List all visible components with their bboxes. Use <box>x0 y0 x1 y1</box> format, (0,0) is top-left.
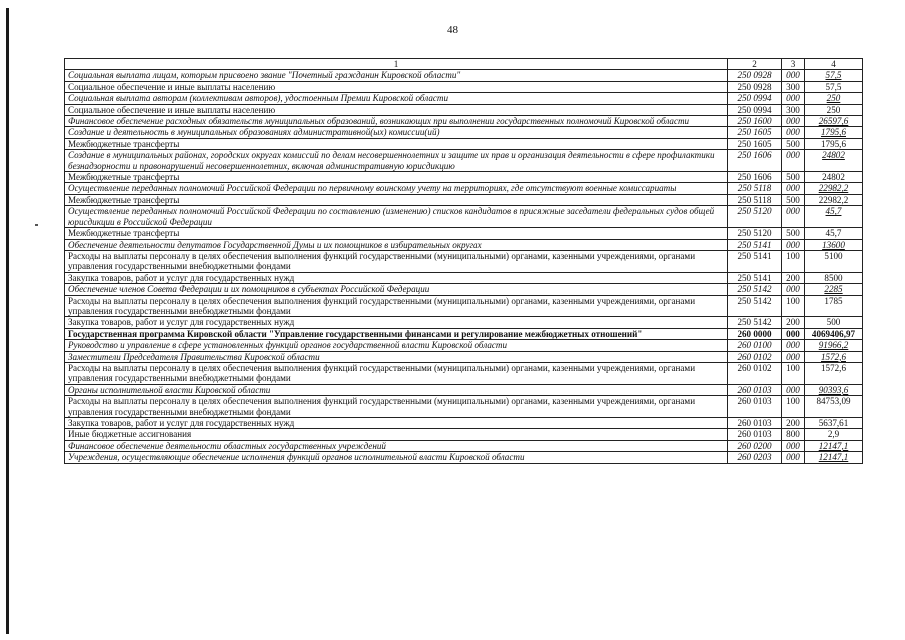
expense-name-cell: Закупка товаров, работ и услуг для государственных нужд <box>65 272 728 283</box>
table-row <box>65 228 863 239</box>
expense-type-cell: 000 <box>782 93 805 104</box>
expense-name-cell: Межбюджетные трансферты <box>65 138 728 149</box>
table-row <box>65 183 863 194</box>
target-article-cell: 250 1600 <box>728 116 782 127</box>
expense-name-cell: Социальное обеспечение и иные выплаты населению <box>65 81 728 92</box>
expense-type-cell: 200 <box>782 418 805 429</box>
target-article-cell: 250 0928 <box>728 70 782 81</box>
expense-name-cell: Иные бюджетные ассигнования <box>65 429 728 440</box>
amount-cell: 13600 <box>805 239 863 250</box>
target-article-cell: 260 0103 <box>728 418 782 429</box>
table-row <box>65 239 863 250</box>
expense-type-cell: 500 <box>782 194 805 205</box>
table-row <box>65 70 863 81</box>
amount-cell: 57,5 <box>805 81 863 92</box>
table-row <box>65 328 863 339</box>
target-article-cell: 250 5142 <box>728 295 782 317</box>
target-article-cell: 260 0000 <box>728 328 782 339</box>
expense-name-cell: Создание в муниципальных районах, городских округах комиссий по делам несовершеннолетних и защите их прав и организация деятельности в сфере профилактики безнадзорности и правонарушений несовершеннолетних, включая административную юрисдикцию <box>65 150 728 172</box>
target-article-cell: 250 5118 <box>728 183 782 194</box>
target-article-cell: 260 0203 <box>728 452 782 463</box>
amount-cell: 4069406,97 <box>805 328 863 339</box>
target-article-cell: 250 5120 <box>728 228 782 239</box>
target-article-cell: 250 0994 <box>728 93 782 104</box>
expense-type-cell: 300 <box>782 104 805 115</box>
table-row <box>65 81 863 92</box>
expense-name-cell: Закупка товаров, работ и услуг для государственных нужд <box>65 418 728 429</box>
expense-name-cell: Финансовое обеспечение деятельности областных государственных учреждений <box>65 440 728 451</box>
table-row <box>65 384 863 395</box>
amount-cell: 250 <box>805 93 863 104</box>
expense-type-cell: 000 <box>782 70 805 81</box>
target-article-cell: 250 1605 <box>728 127 782 138</box>
table-row <box>65 284 863 295</box>
target-article-cell: 260 0103 <box>728 384 782 395</box>
table-row <box>65 150 863 172</box>
table-row <box>65 429 863 440</box>
amount-cell: 45,7 <box>805 228 863 239</box>
target-article-cell: 250 1605 <box>728 138 782 149</box>
target-article-cell: 250 1606 <box>728 150 782 172</box>
expense-name-cell: Расходы на выплаты персоналу в целях обеспечения выполнения функций государственными (муниципальными) органами, казенными учреждениями, органами управления государственными внебюджетными фондами <box>65 295 728 317</box>
amount-cell: 45,7 <box>805 206 863 228</box>
table-row <box>65 440 863 451</box>
target-article-cell: 260 0102 <box>728 362 782 384</box>
expense-type-cell: 500 <box>782 228 805 239</box>
expense-type-cell: 000 <box>782 127 805 138</box>
target-article-cell: 250 0994 <box>728 104 782 115</box>
target-article-cell: 260 0103 <box>728 396 782 418</box>
table-row <box>65 116 863 127</box>
column-header: 4 <box>805 59 863 70</box>
table-row <box>65 272 863 283</box>
expense-type-cell: 000 <box>782 340 805 351</box>
expense-name-cell: Расходы на выплаты персоналу в целях обеспечения выполнения функций государственными (муниципальными) органами, казенными учреждениями, органами управления государственными внебюджетными фондами <box>65 362 728 384</box>
expense-name-cell: Межбюджетные трансферты <box>65 228 728 239</box>
target-article-cell: 250 5120 <box>728 206 782 228</box>
expense-type-cell: 000 <box>782 183 805 194</box>
amount-cell: 26597,6 <box>805 116 863 127</box>
target-article-cell: 260 0103 <box>728 429 782 440</box>
table-row <box>65 250 863 272</box>
target-article-cell: 260 0102 <box>728 351 782 362</box>
column-header: 1 <box>65 59 728 70</box>
expense-type-cell: 000 <box>782 328 805 339</box>
expense-name-cell: Заместители Председателя Правительства Кировской области <box>65 351 728 362</box>
expense-name-cell: Обеспечение членов Совета Федерации и их помощников в субъектах Российской Федерации <box>65 284 728 295</box>
page-number: 48 <box>447 24 458 36</box>
expense-type-cell: 100 <box>782 362 805 384</box>
amount-cell: 1572,6 <box>805 362 863 384</box>
expense-name-cell: Финансовое обеспечение расходных обязательств муниципальных образований, возникающих при выполнении государственных полномочий Кировской области <box>65 116 728 127</box>
expense-name-cell: Расходы на выплаты персоналу в целях обеспечения выполнения функций государственными (муниципальными) органами, казенными учреждениями, органами управления государственными внебюджетными фондами <box>65 396 728 418</box>
expense-type-cell: 100 <box>782 250 805 272</box>
target-article-cell: 250 5142 <box>728 284 782 295</box>
expense-name-cell: Социальная выплата лицам, которым присвоено звание "Почетный гражданин Кировской области" <box>65 70 728 81</box>
table-row <box>65 418 863 429</box>
expense-type-cell: 800 <box>782 429 805 440</box>
scan-edge-line <box>6 8 9 634</box>
amount-cell: 5637,61 <box>805 418 863 429</box>
target-article-cell: 250 5141 <box>728 250 782 272</box>
target-article-cell: 250 5118 <box>728 194 782 205</box>
expense-name-cell: Создание и деятельность в муниципальных образованиях административной(ых) комиссии(ий) <box>65 127 728 138</box>
expense-type-cell: 200 <box>782 272 805 283</box>
expense-name-cell: Государственная программа Кировской области "Управление государственными финансами и регулирование межбюджетных отношений" <box>65 328 728 339</box>
amount-cell: 1785 <box>805 295 863 317</box>
table-row <box>65 351 863 362</box>
amount-cell: 22982,2 <box>805 183 863 194</box>
amount-cell: 12147,1 <box>805 452 863 463</box>
table-row <box>65 340 863 351</box>
budget-table <box>64 58 863 464</box>
expense-name-cell: Расходы на выплаты персоналу в целях обеспечения выполнения функций государственными (муниципальными) органами, казенными учреждениями, органами управления государственными внебюджетными фондами <box>65 250 728 272</box>
target-article-cell: 260 0200 <box>728 440 782 451</box>
expense-name-cell: Руководство и управление в сфере установленных функций органов государственной власти Кировской области <box>65 340 728 351</box>
target-article-cell: 250 1606 <box>728 172 782 183</box>
expense-type-cell: 500 <box>782 172 805 183</box>
table-row <box>65 138 863 149</box>
table-row <box>65 194 863 205</box>
expense-name-cell: Осуществление переданных полномочий Российской Федерации по составлению (изменению) списков кандидатов в присяжные заседатели федеральных судов общей юрисдикции в Российской Федерации <box>65 206 728 228</box>
amount-cell: 2,9 <box>805 429 863 440</box>
expense-type-cell: 000 <box>782 351 805 362</box>
amount-cell: 24802 <box>805 150 863 172</box>
table-header-row <box>65 59 863 70</box>
expense-type-cell: 200 <box>782 317 805 328</box>
expense-type-cell: 000 <box>782 150 805 172</box>
amount-cell: 2285 <box>805 284 863 295</box>
column-header: 2 <box>728 59 782 70</box>
expense-name-cell: Осуществление переданных полномочий Российской Федерации по первичному воинскому учету на территориях, где отсутствуют военные комиссариаты <box>65 183 728 194</box>
target-article-cell: 250 5142 <box>728 317 782 328</box>
table-row <box>65 396 863 418</box>
table-row <box>65 295 863 317</box>
amount-cell: 24802 <box>805 172 863 183</box>
scan-speck <box>35 224 38 226</box>
amount-cell: 12147,1 <box>805 440 863 451</box>
target-article-cell: 250 5141 <box>728 239 782 250</box>
expense-type-cell: 000 <box>782 384 805 395</box>
expense-type-cell: 100 <box>782 295 805 317</box>
amount-cell: 84753,09 <box>805 396 863 418</box>
table-row <box>65 362 863 384</box>
expense-type-cell: 000 <box>782 116 805 127</box>
expense-type-cell: 100 <box>782 396 805 418</box>
amount-cell: 5100 <box>805 250 863 272</box>
expense-name-cell: Органы исполнительной власти Кировской области <box>65 384 728 395</box>
amount-cell: 22982,2 <box>805 194 863 205</box>
amount-cell: 500 <box>805 317 863 328</box>
expense-name-cell: Межбюджетные трансферты <box>65 194 728 205</box>
expense-name-cell: Обеспечение деятельности депутатов Государственной Думы и их помощников в избирательных округах <box>65 239 728 250</box>
table-row <box>65 172 863 183</box>
amount-cell: 1572,6 <box>805 351 863 362</box>
target-article-cell: 250 5141 <box>728 272 782 283</box>
amount-cell: 1795,6 <box>805 138 863 149</box>
amount-cell: 91966,2 <box>805 340 863 351</box>
expense-type-cell: 000 <box>782 452 805 463</box>
expense-type-cell: 000 <box>782 284 805 295</box>
expense-type-cell: 000 <box>782 239 805 250</box>
expense-type-cell: 300 <box>782 81 805 92</box>
amount-cell: 250 <box>805 104 863 115</box>
expense-type-cell: 500 <box>782 138 805 149</box>
table-row <box>65 104 863 115</box>
expense-type-cell: 000 <box>782 440 805 451</box>
column-header: 3 <box>782 59 805 70</box>
expense-type-cell: 000 <box>782 206 805 228</box>
expense-name-cell: Социальное обеспечение и иные выплаты населению <box>65 104 728 115</box>
amount-cell: 8500 <box>805 272 863 283</box>
target-article-cell: 260 0100 <box>728 340 782 351</box>
table-row <box>65 93 863 104</box>
expense-name-cell: Социальная выплата авторам (коллективам авторов), удостоенным Премии Кировской области <box>65 93 728 104</box>
table-row <box>65 452 863 463</box>
expense-name-cell: Закупка товаров, работ и услуг для государственных нужд <box>65 317 728 328</box>
table-row <box>65 317 863 328</box>
target-article-cell: 250 0928 <box>728 81 782 92</box>
amount-cell: 1795,6 <box>805 127 863 138</box>
table-row <box>65 127 863 138</box>
expense-name-cell: Межбюджетные трансферты <box>65 172 728 183</box>
table-row <box>65 206 863 228</box>
amount-cell: 57,5 <box>805 70 863 81</box>
expense-name-cell: Учреждения, осуществляющие обеспечение исполнения функций органов исполнительной власти Кировской области <box>65 452 728 463</box>
amount-cell: 90393,6 <box>805 384 863 395</box>
